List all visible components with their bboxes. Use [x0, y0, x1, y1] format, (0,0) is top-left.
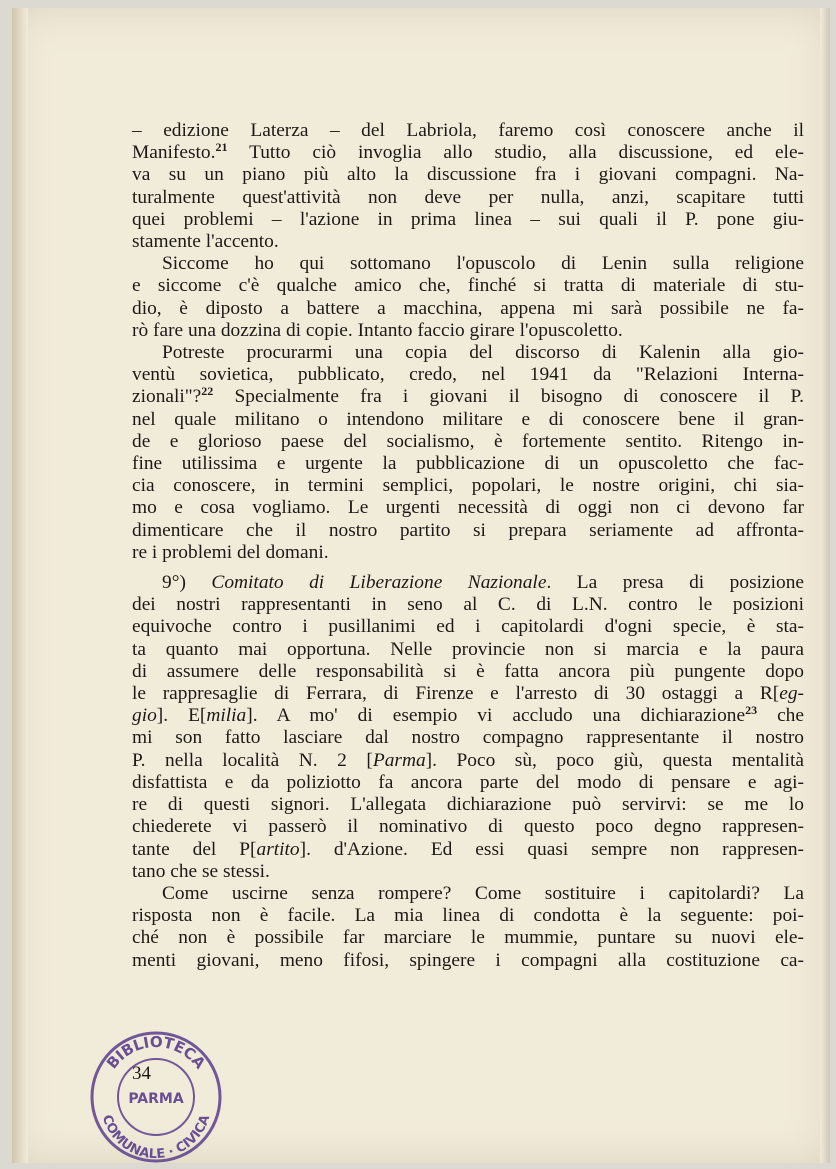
- text-line: risposta non è facile. La mia linea di condotta è la seguente: poi-: [132, 905, 804, 927]
- text-line: ta quanto mai opportuna. Nelle provincie non si marcia e la paura: [132, 638, 804, 660]
- text-line: equivoche contro i pusillanimi ed i capitolardi d'ogni specie, è sta-: [132, 616, 804, 638]
- text-line: disfattista e da poliziotto fa ancora parte del modo di pensare e agi-: [132, 771, 804, 793]
- paragraph-section-9: [132, 572, 804, 883]
- text-line: dio, è diposto a battere a macchina, appena mi sarà possibile ne fa-: [132, 297, 804, 319]
- paragraph: [132, 342, 804, 564]
- text-line: Manifesto.$^{21}$ Tutto ciò invoglia allo studio, alla discussione, ed ele-: [132, 140, 805, 164]
- text-line: cia conoscere, in termini semplici, popolari, le nostre origini, chi sia-: [132, 475, 804, 497]
- text-line: zionali"?$^{22}$ Specialmente fra i giovani il bisogno di conoscere il P.: [132, 384, 804, 408]
- text-line: nel quale militano o intendono militare e di conoscere bene il gran-: [132, 408, 804, 430]
- text-line: P. nella località N. 2 [Parma]. Poco sù, poco giù, questa mentalità: [132, 749, 804, 771]
- page-edge-shadow: [820, 8, 830, 1163]
- book-page: [12, 8, 830, 1163]
- paragraph: [132, 253, 804, 342]
- text-line: ventù sovietica, pubblicato, credo, nel 1941 da "Relazioni Interna-: [132, 364, 804, 386]
- text-line: 9°) Comitato di Liberazione Nazionale. La presa di posizione: [162, 572, 804, 594]
- page-spine-shadow: [12, 8, 28, 1163]
- text-line: rò fare una dozzina di copie. Intanto faccio girare l'opuscoletto.: [132, 319, 623, 341]
- text-line: Come uscirne senza rompere? Come sostituire i capitolardi? La: [162, 882, 804, 904]
- text-line: tano che se stessi.: [132, 860, 270, 882]
- text-line: turalmente quest'attività non deve per nulla, anzi, scapitare tutti: [132, 186, 804, 208]
- text-line: chiederete vi passerò il nominativo di questo poco degno rappresen-: [132, 816, 804, 838]
- text-line: menti giovani, meno fifosi, spingere i compagni alla costituzione ca-: [132, 949, 804, 971]
- library-stamp: [87, 1028, 225, 1166]
- text-line: – edizione Laterza – del Labriola, faremo così conoscere anche il: [132, 120, 804, 141]
- text-line: va su un piano più alto la discussione fra i giovani compagni. Na-: [132, 164, 804, 186]
- stamp-text-bottom: COMUNALE · CIVICA: [98, 1112, 214, 1163]
- footnote-ref: 23: [745, 703, 758, 718]
- text-line: stamente l'accento.: [132, 231, 279, 253]
- page-number: 34: [132, 1063, 151, 1084]
- paragraph: [132, 883, 804, 972]
- footnote-ref: 22: [201, 384, 214, 399]
- text-line: re di questi signori. L'allegata dichiarazione può servirvi: se me lo: [132, 794, 804, 816]
- text-line: mi son fatto lasciare dal nostro compagno rappresentante il nostro: [132, 727, 804, 749]
- text-line: di assumere delle responsabilità si è fatta ancora più pungente dopo: [132, 660, 804, 682]
- section-title: Comitato di Liberazione Nazionale: [211, 572, 547, 594]
- text-line: dimenticare che il nostro partito si prepara seriamente ad affronta-: [132, 519, 804, 541]
- text-line: le rappresaglie di Ferrara, di Firenze e l'arresto di 30 ostaggi a R[eg-: [132, 683, 804, 705]
- text-line: dei nostri rappresentanti in seno al C. di L.N. contro le posizioni: [132, 594, 804, 616]
- text-line: quei problemi – l'azione in prima linea – sui quali il P. pone giu-: [132, 208, 804, 230]
- text-line: gio]. E[milia]. A mo' di esempio vi accludo una dichiarazione$^{23}$ che: [132, 703, 804, 727]
- text-line: mo e cosa vogliamo. Le urgenti necessità di oggi non ci devono far: [132, 497, 804, 519]
- text-line: ché non è possibile far marciare le mummie, puntare su nuovi ele-: [132, 927, 804, 949]
- body-text: [132, 120, 804, 972]
- svg-text:BIBLIOTECA: [103, 1033, 209, 1073]
- text-line: de e glorioso paese del socialismo, è fortemente sentito. Ritengo in-: [132, 430, 804, 452]
- text-line: e siccome c'è qualche amico che, finché si tratta di materiale di stu-: [132, 275, 804, 297]
- text-line: Potreste procurarmi una copia del discorso di Kalenin alla gio-: [162, 342, 804, 364]
- text-line: Siccome ho qui sottomano l'opuscolo di Lenin sulla religione: [162, 253, 804, 275]
- text-line: re i problemi del domani.: [132, 541, 329, 563]
- stamp-text-top: BIBLIOTECA: [102, 1032, 210, 1073]
- stamp-center-text: PARMA: [128, 1091, 184, 1107]
- footnote-ref: 21: [215, 140, 228, 155]
- paragraph: [132, 120, 804, 253]
- text-line: fine utilissima e urgente la pubblicazione di un opuscoletto che fac-: [132, 453, 804, 475]
- svg-text:COMUNALE · CIVICA: [99, 1113, 214, 1162]
- text-line: tante del P[artito]. d'Azione. Ed essi quasi sempre non rappresen-: [132, 838, 804, 860]
